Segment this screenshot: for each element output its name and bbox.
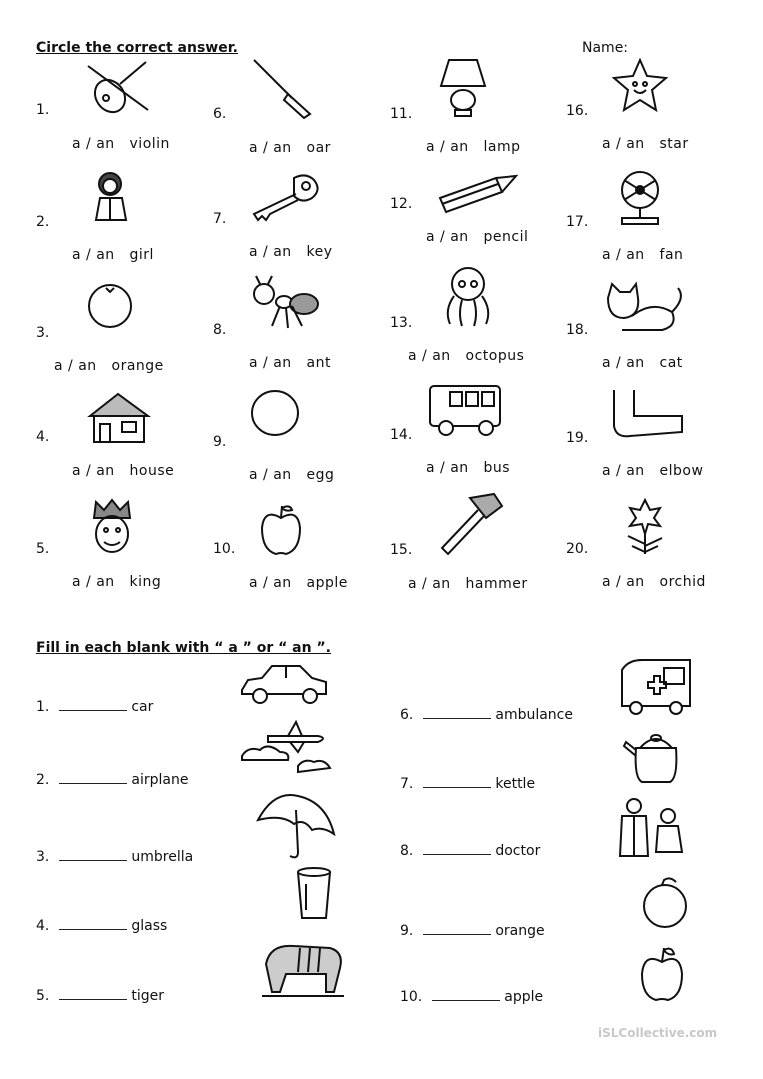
item-word: octopus — [465, 348, 525, 364]
item-word: kettle — [495, 776, 536, 792]
item-number: 8. — [400, 843, 414, 859]
item-number: 6. — [400, 707, 414, 723]
ant-icon — [246, 274, 322, 334]
answer-blank[interactable] — [423, 706, 491, 719]
item-word: girl — [129, 247, 154, 263]
article-options: a / an — [408, 576, 451, 592]
glass-icon — [294, 866, 334, 922]
item-word: orchid — [659, 574, 706, 590]
item-answer[interactable] — [602, 136, 689, 152]
item-answer[interactable] — [72, 136, 170, 152]
article-options: a / an — [249, 140, 292, 156]
article-options: a / an — [249, 355, 292, 371]
item-answer[interactable] — [249, 355, 331, 371]
item-word: oar — [306, 140, 331, 156]
fill-item — [36, 987, 164, 1004]
item-answer[interactable] — [408, 348, 524, 364]
article-options: a / an — [72, 463, 115, 479]
article-options: a / an — [72, 136, 115, 152]
item-word: fan — [659, 247, 684, 263]
item-number: 7. — [400, 776, 414, 792]
item-word: ant — [306, 355, 331, 371]
answer-blank[interactable] — [59, 987, 127, 1000]
star-icon — [610, 56, 670, 114]
item-word: house — [129, 463, 175, 479]
item-answer[interactable] — [602, 574, 706, 590]
tiger-icon — [260, 934, 346, 1000]
item-number: 15. — [390, 542, 413, 558]
item-number: 5. — [36, 541, 50, 557]
article-options: a / an — [72, 574, 115, 590]
item-word: cat — [659, 355, 683, 371]
answer-blank[interactable] — [432, 988, 500, 1001]
article-options: a / an — [426, 139, 469, 155]
item-answer[interactable] — [602, 463, 703, 479]
item-number: 1. — [36, 102, 50, 118]
key-icon — [248, 172, 324, 222]
section1-heading: Circle the correct answer. — [36, 40, 238, 56]
item-number: 2. — [36, 772, 50, 788]
item-answer[interactable] — [426, 139, 521, 155]
item-answer[interactable] — [249, 467, 334, 483]
article-options: a / an — [249, 467, 292, 483]
section2-heading: Fill in each blank with “ a ” or “ an ”. — [36, 640, 331, 656]
item-number: 5. — [36, 988, 50, 1004]
item-word: king — [129, 574, 162, 590]
fill-item — [400, 706, 573, 723]
answer-blank[interactable] — [59, 848, 127, 861]
article-options: a / an — [54, 358, 97, 374]
apple-icon — [638, 944, 686, 1002]
article-options: a / an — [249, 244, 292, 260]
item-answer[interactable] — [426, 229, 528, 245]
item-word: violin — [129, 136, 170, 152]
item-answer[interactable] — [602, 247, 683, 263]
orchid-icon — [622, 496, 668, 556]
item-word: ambulance — [495, 707, 573, 723]
item-number: 3. — [36, 325, 50, 341]
item-word: tiger — [131, 988, 164, 1004]
egg-icon — [250, 388, 300, 438]
item-number: 4. — [36, 918, 50, 934]
item-number: 10. — [213, 541, 236, 557]
orange-icon — [86, 282, 134, 330]
item-number: 2. — [36, 214, 50, 230]
item-number: 9. — [213, 434, 227, 450]
item-word: star — [659, 136, 689, 152]
answer-blank[interactable] — [59, 698, 127, 711]
girl-icon — [86, 168, 136, 226]
item-answer[interactable] — [72, 247, 154, 263]
cat-icon — [602, 278, 686, 336]
item-answer[interactable] — [249, 575, 348, 591]
fill-item — [400, 842, 540, 859]
item-number: 3. — [36, 849, 50, 865]
item-answer[interactable] — [72, 574, 161, 590]
apple-icon — [258, 502, 304, 556]
item-answer[interactable] — [426, 460, 510, 476]
item-number: 6. — [213, 106, 227, 122]
item-word: airplane — [131, 772, 189, 788]
house-icon — [84, 390, 154, 446]
article-options: a / an — [602, 355, 645, 371]
article-options: a / an — [602, 247, 645, 263]
item-number: 17. — [566, 214, 589, 230]
item-number: 18. — [566, 322, 589, 338]
item-answer[interactable] — [408, 576, 528, 592]
item-number: 9. — [400, 923, 414, 939]
item-number: 1. — [36, 699, 50, 715]
answer-blank[interactable] — [59, 917, 127, 930]
watermark: iSLCollective.com — [598, 1026, 718, 1040]
article-options: a / an — [408, 348, 451, 364]
car-icon — [238, 660, 330, 708]
item-number: 4. — [36, 429, 50, 445]
doctor-icon — [612, 796, 692, 858]
item-word: key — [306, 244, 333, 260]
fill-item — [400, 988, 543, 1005]
article-options: a / an — [602, 136, 645, 152]
fill-item — [36, 771, 188, 788]
item-number: 11. — [390, 106, 413, 122]
item-answer[interactable] — [249, 140, 331, 156]
item-word: umbrella — [131, 849, 194, 865]
item-word: apple — [306, 575, 348, 591]
item-number: 7. — [213, 211, 227, 227]
item-number: 19. — [566, 430, 589, 446]
item-number: 10. — [400, 989, 423, 1005]
article-options: a / an — [602, 574, 645, 590]
umbrella-icon — [254, 790, 338, 864]
fan-icon — [612, 168, 668, 226]
answer-blank[interactable] — [59, 771, 127, 784]
item-answer[interactable] — [249, 244, 333, 260]
item-answer[interactable] — [54, 358, 164, 374]
fill-item — [400, 922, 545, 939]
article-options: a / an — [602, 463, 645, 479]
article-options: a / an — [249, 575, 292, 591]
answer-blank[interactable] — [423, 775, 491, 788]
name-label: Name: — [582, 40, 629, 56]
item-word: lamp — [483, 139, 521, 155]
item-word: egg — [306, 467, 335, 483]
item-word: car — [131, 699, 154, 715]
lamp-icon — [437, 56, 489, 118]
fill-item — [36, 917, 167, 934]
item-word: elbow — [659, 463, 704, 479]
item-word: bus — [483, 460, 511, 476]
article-options: a / an — [426, 229, 469, 245]
item-answer[interactable] — [602, 355, 683, 371]
violin-icon — [80, 58, 155, 118]
item-number: 16. — [566, 103, 589, 119]
item-word: doctor — [495, 843, 541, 859]
bus-icon — [424, 380, 514, 440]
oar-icon — [248, 56, 318, 120]
item-word: orange — [495, 923, 545, 939]
item-answer[interactable] — [72, 463, 174, 479]
fill-item — [400, 775, 535, 792]
item-number: 8. — [213, 322, 227, 338]
ambulance-icon — [618, 656, 694, 718]
item-number: 12. — [390, 196, 413, 212]
answer-blank[interactable] — [423, 922, 491, 935]
item-number: 13. — [390, 315, 413, 331]
item-number: 14. — [390, 427, 413, 443]
fill-item — [36, 848, 193, 865]
article-options: a / an — [72, 247, 115, 263]
fill-item — [36, 698, 153, 715]
item-word: pencil — [483, 229, 529, 245]
hammer-icon — [436, 492, 508, 556]
item-number: 20. — [566, 541, 589, 557]
item-word: orange — [111, 358, 164, 374]
octopus-icon — [436, 264, 500, 330]
airplane-icon — [238, 716, 334, 778]
answer-blank[interactable] — [423, 842, 491, 855]
orange-icon — [640, 876, 690, 930]
item-word: glass — [131, 918, 168, 934]
item-word: apple — [504, 989, 544, 1005]
king-icon — [84, 496, 140, 556]
article-options: a / an — [426, 460, 469, 476]
elbow-icon — [604, 386, 686, 442]
item-word: hammer — [465, 576, 528, 592]
kettle-icon — [620, 728, 686, 786]
pencil-icon — [436, 170, 518, 214]
